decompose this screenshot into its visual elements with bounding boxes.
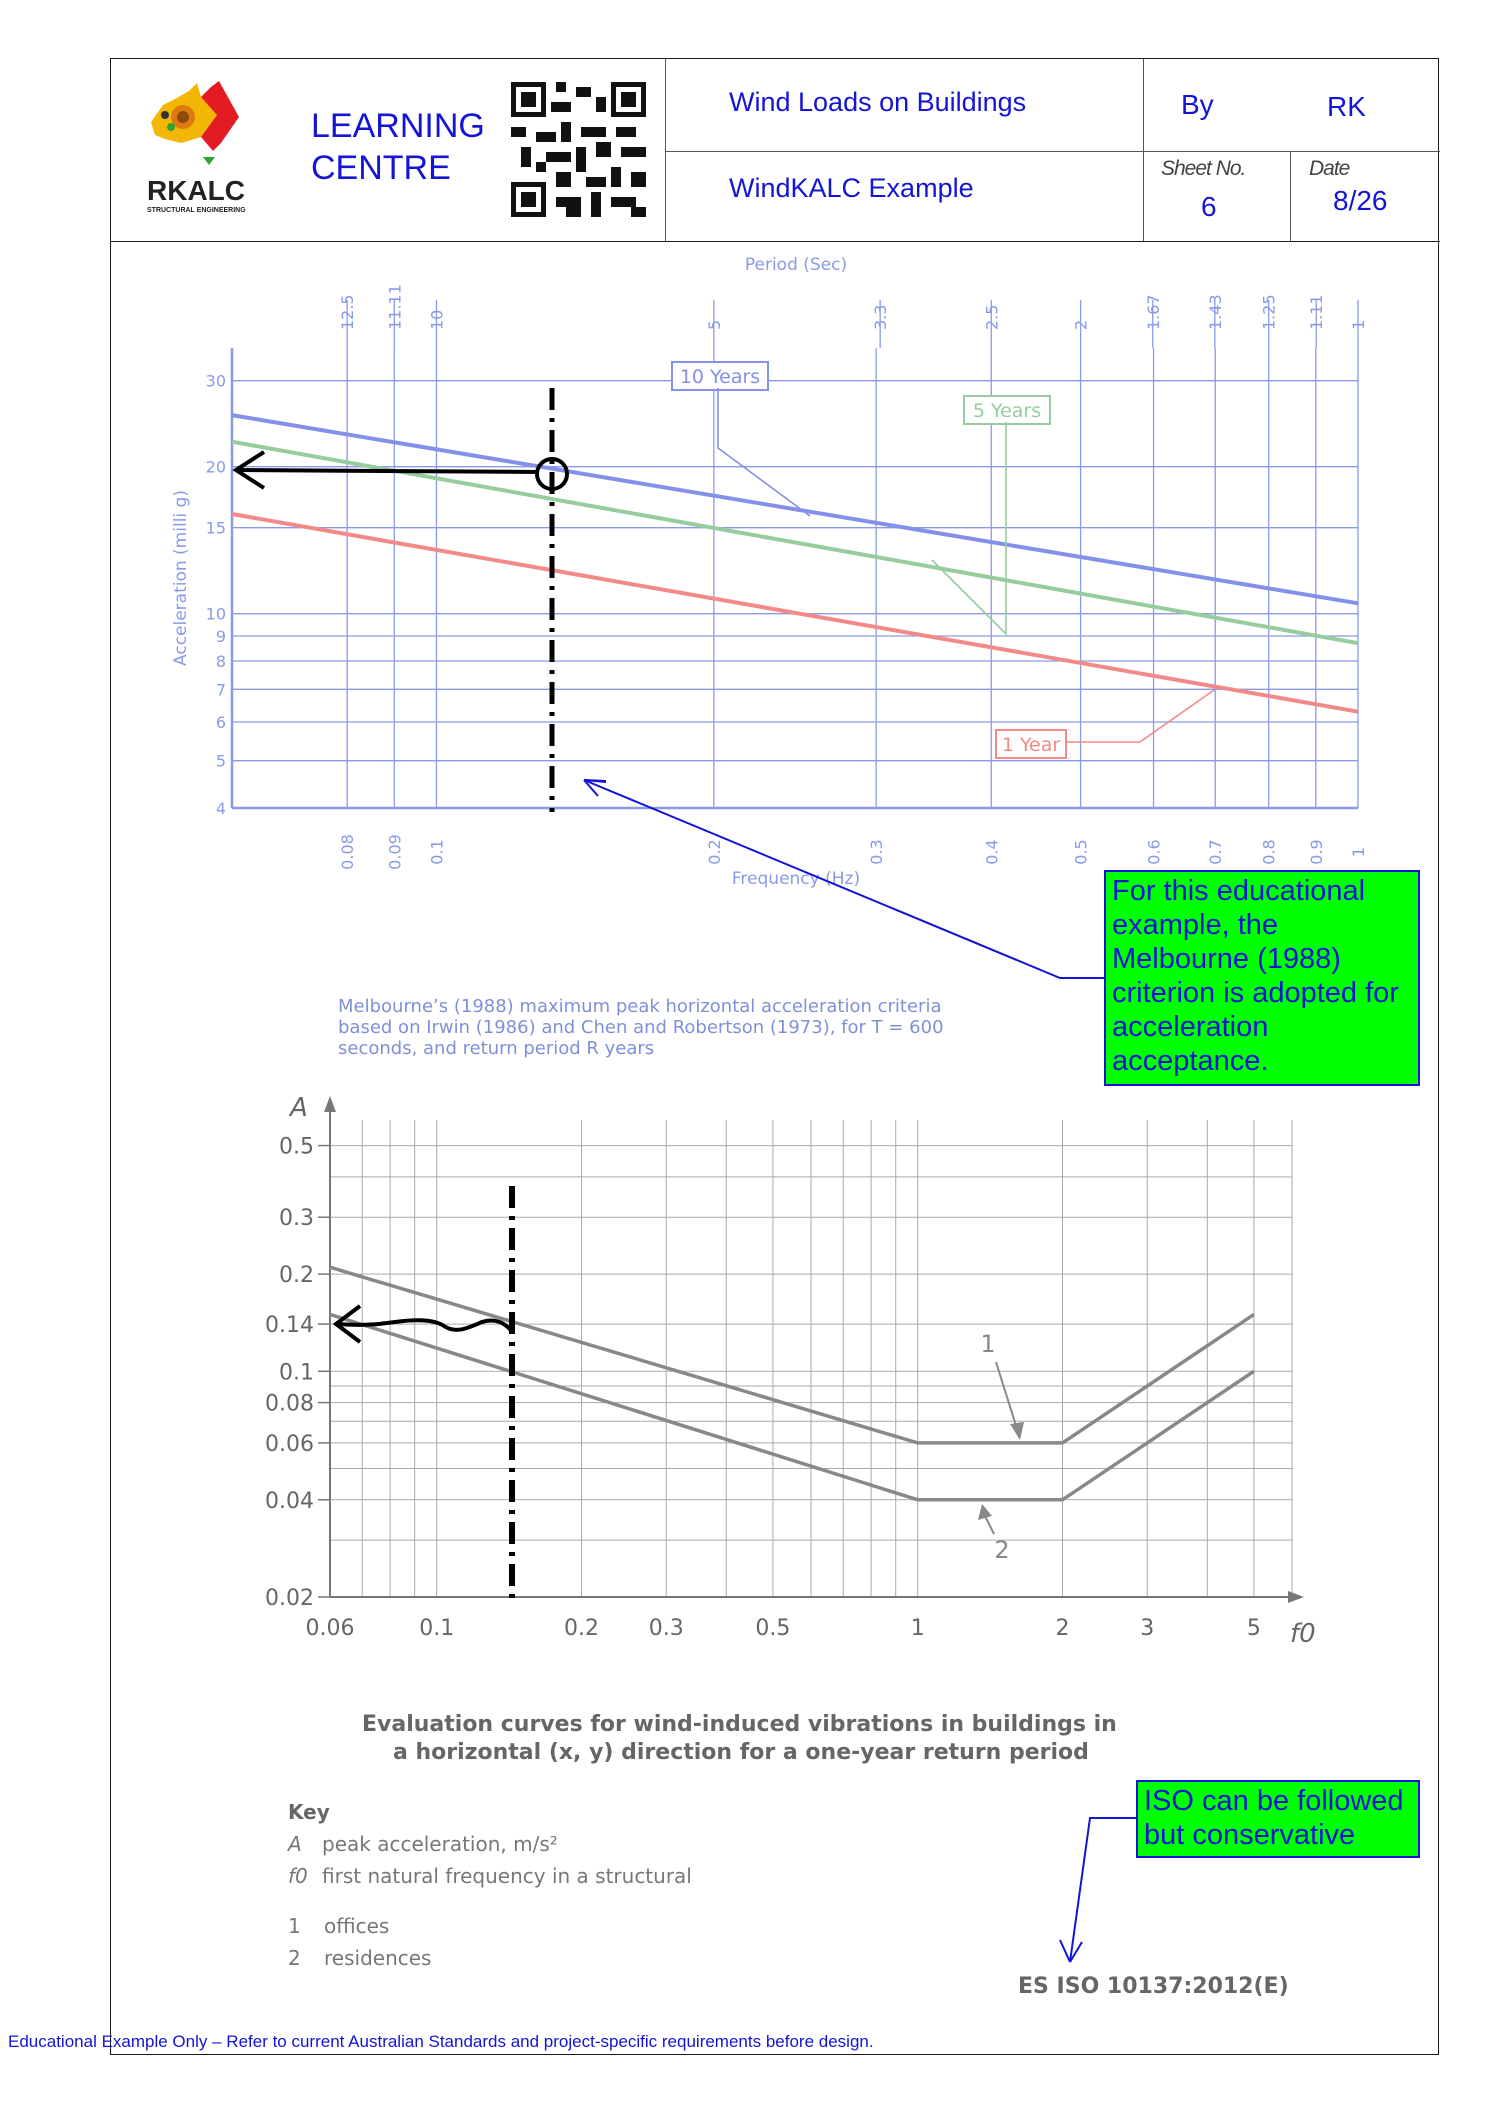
chart1-x-tick-label: 0.09 [385, 834, 405, 870]
note-iso: ISO can be followed but conservative [1136, 1780, 1420, 1858]
chart2-y-tick-label: 0.5 [279, 1134, 314, 1160]
chart2-y-tick-label: 0.3 [279, 1206, 314, 1232]
chart2-y-tick-label: 0.2 [279, 1263, 314, 1289]
chart2-x-tick-label: 5 [1246, 1616, 1261, 1641]
key-f-symbol: f0 [288, 1864, 308, 1888]
chart1-x-tick-label: 0.9 [1306, 839, 1326, 865]
chart1-y-tick-label: 8 [215, 652, 226, 672]
chart1-x-tick-label: 0.08 [338, 834, 358, 870]
sheet-no-value: 6 [1201, 191, 1217, 222]
chart1-y-tick-label: 15 [205, 518, 226, 538]
chart2-x-tick-label: 0.5 [755, 1616, 791, 1641]
chart1-legend-leader [1066, 690, 1214, 742]
key-f-text: first natural frequency in a structural [322, 1864, 692, 1888]
chart2-x-tick-label: 0.2 [564, 1616, 600, 1641]
chart2-y-axis-label: A [290, 1093, 308, 1123]
chart1-top-axis-label: Period (Sec) [744, 255, 848, 275]
chart2-x-tick-label: 3 [1140, 1616, 1155, 1641]
chart2-curve-label-2: 2 [994, 1536, 1010, 1564]
key-2-text: residences [324, 1946, 432, 1970]
sheet-subtitle: WindKALC Example [729, 173, 974, 203]
chart1-y-tick-label: 10 [205, 604, 226, 624]
chart1-period-tick-label: 12.5 [338, 294, 358, 330]
chart2-y-tick-label: 0.06 [265, 1431, 314, 1457]
key-1-number: 1 [288, 1914, 301, 1938]
melbourne-criteria-chart [0, 0, 1489, 900]
chart1-y-axis-label: Acceleration (milli g) [171, 490, 191, 666]
chart1-y-tick-label: 30 [205, 371, 226, 391]
chart2-curve-leader-1-head [1010, 1422, 1024, 1440]
chart1-y-tick-label: 9 [215, 627, 226, 647]
chart2-caption-line2: a horizontal (x, y) direction for a one-year return period [393, 1740, 1089, 1765]
chart2-y-tick-label: 0.1 [279, 1360, 314, 1386]
chart1-period-tick-label: 10 [427, 309, 447, 330]
key-title: Key [288, 1800, 330, 1824]
chart1-period-tick-label: 1.67 [1143, 294, 1163, 330]
chart1-series-line [232, 415, 1358, 603]
chart1-caption-line2: based on Irwin (1986) and Chen and Robertson (1973), for T = 600 [338, 1017, 944, 1038]
chart1-x-tick-label: 0.6 [1144, 839, 1164, 865]
chart1-x-tick-label: 0.2 [704, 839, 724, 865]
chart1-period-tick-label: 3.3 [871, 304, 891, 330]
logo-subtext: STRUCTURAL ENGINEERING [147, 207, 246, 214]
chart1-x-axis-label: Frequency (Hz) [731, 869, 861, 889]
chart1-period-tick-label: 5 [704, 319, 724, 330]
chart1-caption-line3: seconds, and return period R years [338, 1038, 655, 1059]
key-a-symbol: A [288, 1832, 302, 1856]
chart2-x-tick-label: 0.1 [419, 1616, 455, 1641]
chart1-period-tick-label: 11.11 [385, 284, 405, 330]
by-label: By [1181, 89, 1214, 120]
chart1-y-tick-label: 20 [205, 457, 226, 477]
chart2-y-tick-label: 0.08 [265, 1391, 314, 1417]
learning-centre-line1: LEARNING [311, 107, 485, 145]
chart2-x-axis-label: f0 [1290, 1619, 1316, 1649]
sheet-no-label: Sheet No. [1161, 157, 1246, 180]
chart1-y-tick-label: 7 [215, 680, 226, 700]
date-label: Date [1309, 157, 1350, 180]
chart2-y-axis-arrow [324, 1096, 336, 1112]
chart1-x-tick-label: 0.4 [982, 839, 1002, 865]
date-value: 8/26 [1333, 185, 1388, 216]
chart1-x-tick-label: 0.8 [1259, 839, 1279, 865]
chart2-caption-line1: Evaluation curves for wind-induced vibrations in buildings in [362, 1712, 1117, 1737]
chart1-period-tick-label: 1.11 [1307, 294, 1327, 330]
chart1-readoff-arrow [238, 470, 538, 472]
chart1-period-tick-label: 2.5 [982, 304, 1002, 330]
chart1-period-tick-label: 1.43 [1205, 294, 1225, 330]
chart1-y-tick-label: 6 [215, 713, 226, 733]
chart1-legend-label: 10 Years [679, 366, 761, 388]
chart2-curve-label-1: 1 [980, 1330, 996, 1358]
chart2-curve-leader-2-head [978, 1504, 992, 1520]
footer-disclaimer: Educational Example Only – Refer to current Australian Standards and project-specific requirements before design. [8, 2032, 874, 2051]
chart2-y-tick-label: 0.04 [265, 1488, 314, 1514]
chart1-legend-label: 1 Year [1001, 734, 1061, 756]
chart2-x-tick-label: 0.06 [305, 1616, 355, 1641]
chart1-period-tick-label: 1 [1349, 319, 1368, 330]
chart2-y-tick-label: 0.02 [265, 1586, 314, 1611]
iso-evaluation-chart [0, 1090, 1489, 1710]
chart1-x-tick-label: 0.7 [1206, 839, 1226, 865]
standard-reference: ES ISO 10137:2012(E) [1018, 1974, 1289, 1999]
chart2-series-line [330, 1267, 1254, 1443]
logo-text: RKALC [147, 175, 245, 206]
chart1-period-tick-label: 2 [1071, 319, 1091, 330]
chart1-x-tick-label: 1 [1349, 846, 1368, 858]
chart2-x-tick-label: 1 [910, 1616, 925, 1641]
chart1-y-tick-label: 5 [215, 751, 226, 771]
key-1-text: offices [324, 1914, 390, 1938]
chart1-x-tick-label: 0.5 [1071, 839, 1091, 865]
chart1-x-tick-label: 0.1 [427, 839, 447, 865]
chart2-x-tick-label: 0.3 [648, 1616, 684, 1641]
learning-centre-line2: CENTRE [311, 149, 451, 187]
chart2-x-tick-label: 2 [1055, 1616, 1070, 1641]
chart1-caption-line1: Melbourne’s (1988) maximum peak horizontal acceleration criteria [338, 996, 942, 1017]
chart1-legend-label: 5 Years [972, 400, 1042, 422]
by-value: RK [1327, 91, 1366, 122]
chart1-period-tick-label: 1.25 [1259, 294, 1279, 330]
sheet-title: Wind Loads on Buildings [729, 87, 1027, 117]
chart2-readoff-arrow [338, 1320, 512, 1332]
chart2-y-tick-label: 0.14 [265, 1313, 314, 1339]
chart1-x-tick-label: 0.3 [867, 839, 887, 865]
note-melbourne: For this educational example, the Melbourne (1988) criterion is adopted for acceleration acceptance. [1104, 870, 1420, 1086]
key-2-number: 2 [288, 1946, 301, 1970]
key-a-text: peak acceleration, m/s² [322, 1832, 558, 1856]
chart2-x-axis-arrow [1288, 1591, 1304, 1603]
chart1-y-tick-label: 4 [215, 799, 226, 818]
